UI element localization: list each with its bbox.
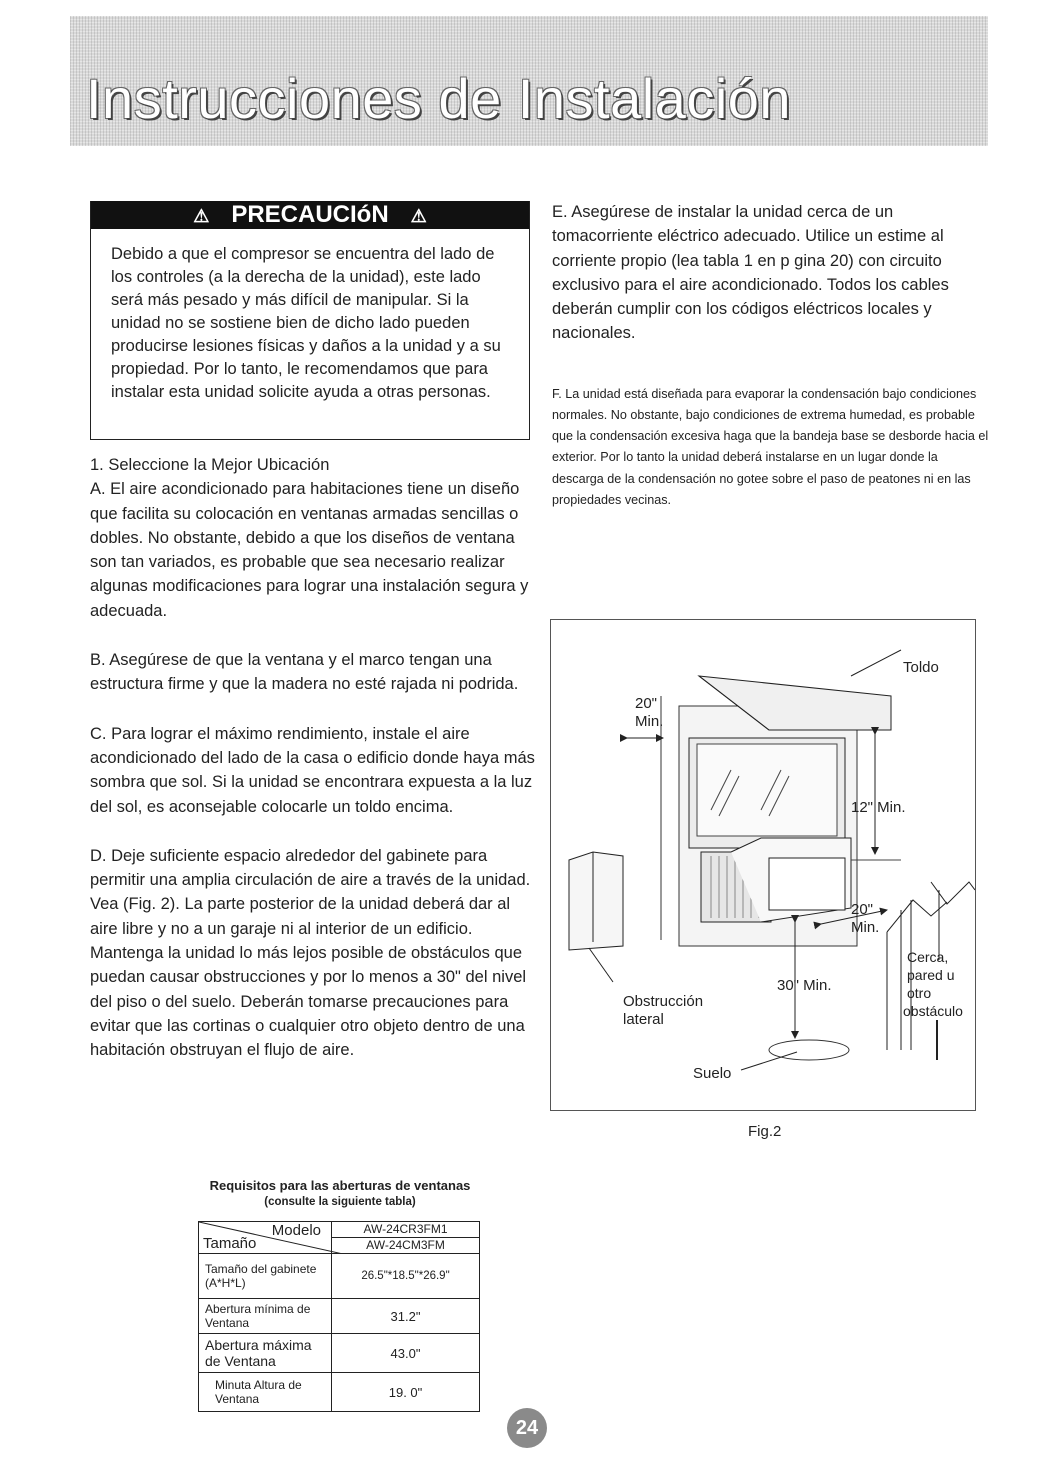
caution-text: Debido a que el compresor se encuentra del lado de los controles (a la derecha de la unidad), este lado será más pesado y más difícil de manipular. Si la unidad no se sostiene bien de dicho lado pueden producirse lesiones físicas y daños a la unidad y a su propiedad. Por lo tanto, le recomendamos que para instalar esta unidad solicite ayuda a otras personas. [111,245,501,401]
page-title: Instrucciones de Instalación [86,67,792,130]
label-fence: Cerca, [907,949,949,965]
warning-icon: ⚠ [410,206,427,226]
figure-2-drawing [551,620,975,1110]
requirements-title: Requisitos para las aberturas de ventanas [209,1178,471,1193]
header-diagonal-cell [199,1222,332,1254]
left-column [90,453,540,1088]
row-value: 19. 0" [332,1373,480,1412]
paragraph-b: B. Asegúrese de que la ventana y el marco tengan una estructura firme y que la madera no esté rajada ni podrida. [90,651,519,694]
caution-title: PRECAUCIóN [231,201,389,228]
label-fence-2: pared u [907,967,955,983]
paragraph-e: E. Asegúrese de instalar la unidad cerca de un tomacorriente eléctrico adecuado. Utilice un estime al corriente propio (lea tabla 1 en p gina 20) con circuito exclusivo para el aire acondicionado. Todos los cables deberán cumplir con los códigos eléctricos locales y nacionales. [552,203,949,343]
model-1: AW-24CR3FM1 [332,1222,479,1238]
label-side-clearance: 20" [851,901,874,918]
row-label: Minuta Altura de Ventana [199,1373,332,1412]
warning-icon: ⚠ [193,206,210,226]
label-top-clearance-min: Min. [635,713,664,730]
row-value: 26.5"*18.5"*26.9" [332,1254,480,1299]
right-column [552,200,992,511]
row-value: 31.2" [332,1299,480,1334]
table-row [199,1254,480,1299]
label-side-clearance-min: Min. [851,919,880,936]
model-2: AW-24CM3FM [366,1238,445,1252]
ac-front-panel [769,858,845,910]
requirements-subtitle: (consulte la siguiente tabla) [264,1196,416,1208]
row-label: Tamaño del gabinete (A*H*L) [199,1254,332,1299]
requirements-title-block [130,1178,550,1210]
fence [887,882,975,1050]
figure-caption: Fig.2 [748,1123,782,1140]
paragraph-d: D. Deje suficiente espacio alrededor del gabinete para permitir una amplia circulación de aire a través de la unidad. Vea (Fig. 2). La parte posterior de la unidad deberá dar al aire libre y no a un garaje ni al interior de un edificio. Mantenga la unidad lo más lejos posible de obstáculos que puedan causar obstrucciones y por lo menos a 30" del nivel del piso o del suelo. Deberán tomarse precauciones para evitar que las cortinas o cualquier otro objeto dentro de una habitación obstruyan el flujo de aire. [90,846,531,1060]
label-awning: Toldo [903,659,939,676]
label-floor-clearance: 30" Min. [777,977,832,994]
paragraph-a: A. El aire acondicionado para habitaciones tiene un diseño que facilita su colocación en ventanas armadas sencillas o dobles. No obstante, debido a que los diseños de ventana son tan variados, es probable que sea necesario realizar algunas modificaciones para lograr una instalación segura y adecuada. [90,480,529,620]
page-number-badge: 24 [507,1408,547,1448]
label-fence-3: otro [907,985,932,1001]
table-row [199,1373,480,1412]
header-model: Modelo [271,1222,321,1239]
table-row [199,1334,480,1373]
label-side-obstruction: Obstrucción [623,993,704,1010]
section-heading: 1. Seleccione la Mejor Ubicación [90,456,330,474]
header-size: Tamaño [203,1235,257,1252]
label-window-clearance: 12" Min. [851,799,906,816]
requirements-table [198,1221,480,1412]
paragraph-f: F. La unidad está diseñada para evaporar la condensación bajo condiciones normales. No obstante, bajo condiciones de extrema humedad, es probable que la condensación excesiva haga que la bandeja base se desborde hacia el exterior. Por lo tanto la unidad deberá instalarse en un lugar donde la descarga de la condensación no gotee sobre el paso de peatones ni en las propiedades vecinas. [552,386,989,507]
label-fence-4: obstáculo [903,1003,963,1019]
model-cell [332,1222,480,1254]
row-value: 43.0" [332,1334,480,1373]
figure-2-frame [550,619,976,1111]
table-header-row [199,1222,480,1254]
caution-header [91,201,529,229]
row-label: Abertura máxima de Ventana [199,1334,332,1373]
side-obstruction [569,852,623,950]
caution-box [90,201,530,440]
table-row [199,1299,480,1334]
row-label: Abertura mínima de Ventana [199,1299,332,1334]
label-floor: Suelo [693,1065,732,1082]
label-side-obstruction-2: lateral [623,1011,664,1028]
label-top-clearance: 20" [635,695,658,712]
paragraph-c: C. Para lograr el máximo rendimiento, instale el aire acondicionado del lado de la casa o edificio donde haya más sombra que sol. Si la unidad se encontrara expuesta a la luz del sol, es aconsejable colocarle un toldo encima. [90,724,535,816]
window-glass [697,744,837,836]
